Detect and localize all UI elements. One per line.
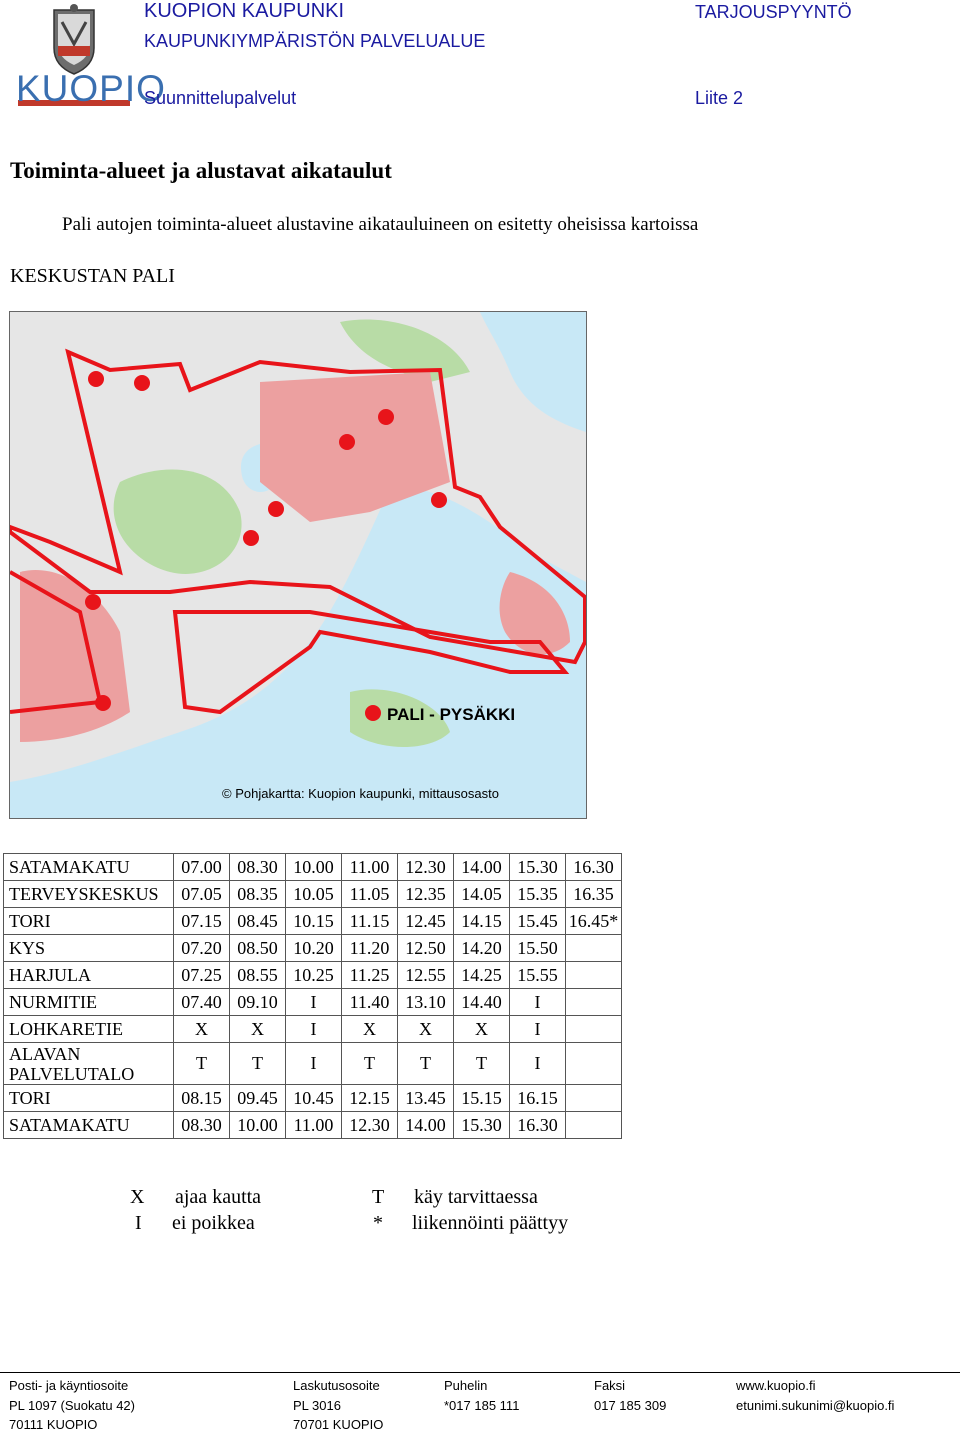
departure-time: X <box>398 1016 454 1043</box>
departure-time <box>566 1016 622 1043</box>
timetable-row <box>4 935 622 962</box>
departure-time: 12.35 <box>398 881 454 908</box>
legend-text-x: ajaa kautta <box>175 1186 262 1208</box>
timetable-row <box>4 962 622 989</box>
map-stop-marker <box>95 695 111 711</box>
stop-name: NURMITIE <box>4 989 174 1016</box>
legend-stop-marker <box>365 705 381 721</box>
departure-time: T <box>230 1043 286 1085</box>
departure-time: 10.05 <box>286 881 342 908</box>
footer-billing-postal: 70701 KUOPIO <box>293 1417 384 1432</box>
departure-time: 07.25 <box>174 962 230 989</box>
departure-time: 12.15 <box>342 1085 398 1112</box>
departure-time: 15.55 <box>510 962 566 989</box>
departure-time: 14.00 <box>398 1112 454 1139</box>
header-city: KUOPION KAUPUNKI <box>144 0 345 22</box>
departure-time: 10.20 <box>286 935 342 962</box>
departure-time: 16.30 <box>510 1112 566 1139</box>
departure-time <box>566 935 622 962</box>
departure-time: 14.40 <box>454 989 510 1016</box>
departure-time: 07.15 <box>174 908 230 935</box>
legend-stop-label: PALI - PYSÄKKI <box>387 705 516 724</box>
departure-time: I <box>286 989 342 1016</box>
departure-time: I <box>510 1043 566 1085</box>
footer-address-postal: 70111 KUOPIO <box>9 1417 98 1432</box>
departure-time <box>566 989 622 1016</box>
departure-time: 11.40 <box>342 989 398 1016</box>
stop-name: SATAMAKATU <box>4 854 174 881</box>
area-title: KESKUSTAN PALI <box>10 265 175 287</box>
departure-time: 15.30 <box>454 1112 510 1139</box>
departure-time: T <box>342 1043 398 1085</box>
departure-time: 14.20 <box>454 935 510 962</box>
departure-time: 08.30 <box>230 854 286 881</box>
departure-time <box>566 1043 622 1085</box>
legend-text-t: käy tarvittaessa <box>414 1186 538 1208</box>
departure-time: 16.15 <box>510 1085 566 1112</box>
legend-symbol-i: I <box>135 1212 142 1234</box>
timetable-row <box>4 881 622 908</box>
legend-symbol-star: * <box>373 1212 383 1234</box>
departure-time: I <box>510 989 566 1016</box>
departure-time: 07.05 <box>174 881 230 908</box>
departure-time: 13.45 <box>398 1085 454 1112</box>
departure-time: 12.50 <box>398 935 454 962</box>
departure-time: 10.00 <box>286 854 342 881</box>
legend-text-star: liikennöinti päättyy <box>412 1212 569 1234</box>
departure-time: 15.30 <box>510 854 566 881</box>
departure-time: T <box>174 1043 230 1085</box>
departure-time <box>566 1085 622 1112</box>
timetable-row <box>4 989 622 1016</box>
departure-time: 12.30 <box>342 1112 398 1139</box>
stop-name <box>4 1043 174 1085</box>
departure-time: 11.15 <box>342 908 398 935</box>
footer-label-fax: Faksi <box>594 1378 626 1393</box>
departure-time: 15.50 <box>510 935 566 962</box>
kuopio-logo <box>14 2 166 114</box>
page-title: Toiminta-alueet ja alustavat aikataulut <box>10 158 392 183</box>
footer-divider <box>0 1372 960 1373</box>
header-attachment: Liite 2 <box>695 88 744 108</box>
timetable-row <box>4 1112 622 1139</box>
departure-time: 07.20 <box>174 935 230 962</box>
departure-time: 08.45 <box>230 908 286 935</box>
departure-time: 11.05 <box>342 881 398 908</box>
stop-name-line1: ALAVAN <box>9 1043 81 1064</box>
departure-time: 14.25 <box>454 962 510 989</box>
legend-symbol-t: T <box>372 1186 385 1208</box>
service-area-map <box>9 311 587 819</box>
map-stop-marker <box>339 434 355 450</box>
departure-time: 07.40 <box>174 989 230 1016</box>
stop-name: TORI <box>4 908 174 935</box>
timetable <box>3 853 622 1139</box>
departure-time: I <box>510 1016 566 1043</box>
map-stop-marker <box>243 530 259 546</box>
intro-text: Pali autojen toiminta-alueet alustavine aikatauluineen on esitetty oheisissa kartoissa <box>62 214 699 235</box>
departure-time: 08.30 <box>174 1112 230 1139</box>
departure-time: 08.35 <box>230 881 286 908</box>
departure-time: 14.15 <box>454 908 510 935</box>
timetable-row <box>4 854 622 881</box>
footer-billing: PL 3016 <box>293 1398 341 1413</box>
map-stop-marker <box>268 501 284 517</box>
stop-name-line2: PALVELUTALO <box>9 1063 135 1084</box>
departure-time: X <box>454 1016 510 1043</box>
departure-time: 16.35 <box>566 881 622 908</box>
departure-time: I <box>286 1016 342 1043</box>
departure-time: 15.45 <box>510 908 566 935</box>
departure-time: 15.35 <box>510 881 566 908</box>
timetable-row <box>4 1085 622 1112</box>
footer-address: PL 1097 (Suokatu 42) <box>9 1398 135 1413</box>
departure-time: 10.25 <box>286 962 342 989</box>
departure-time: I <box>286 1043 342 1085</box>
departure-time: 10.00 <box>230 1112 286 1139</box>
departure-time: 10.45 <box>286 1085 342 1112</box>
stop-name: HARJULA <box>4 962 174 989</box>
departure-time: 14.00 <box>454 854 510 881</box>
map-stop-marker <box>88 371 104 387</box>
departure-time: 12.55 <box>398 962 454 989</box>
map-copyright: © Pohjakartta: Kuopion kaupunki, mittausosasto <box>222 786 499 801</box>
footer-label-phone: Puhelin <box>444 1378 488 1393</box>
departure-time: X <box>174 1016 230 1043</box>
footer-email: etunimi.sukunimi@kuopio.fi <box>736 1398 895 1413</box>
departure-time: X <box>342 1016 398 1043</box>
timetable-row <box>4 1016 622 1043</box>
footer-website: www.kuopio.fi <box>736 1378 816 1393</box>
map-graphic <box>10 312 586 818</box>
map-stop-marker <box>85 594 101 610</box>
departure-time <box>566 1112 622 1139</box>
departure-time: 09.10 <box>230 989 286 1016</box>
legend-text-i: ei poikkea <box>172 1212 255 1234</box>
departure-time: X <box>230 1016 286 1043</box>
header-department: KAUPUNKIYMPÄRISTÖN PALVELUALUE <box>144 31 486 51</box>
timetable-row <box>4 1043 622 1085</box>
footer-fax: 017 185 309 <box>594 1398 667 1413</box>
departure-time: 08.50 <box>230 935 286 962</box>
header-doc-type: TARJOUSPYYNTÖ <box>695 2 852 22</box>
departure-time: 10.15 <box>286 908 342 935</box>
departure-time: 11.00 <box>286 1112 342 1139</box>
stop-name: LOHKARETIE <box>4 1016 174 1043</box>
footer-phone: *017 185 111 <box>444 1398 520 1413</box>
departure-time: 16.30 <box>566 854 622 881</box>
stop-name: TORI <box>4 1085 174 1112</box>
departure-time: 09.45 <box>230 1085 286 1112</box>
departure-time: 11.00 <box>342 854 398 881</box>
map-stop-marker <box>134 375 150 391</box>
departure-time: T <box>398 1043 454 1085</box>
departure-time: 16.45* <box>566 908 622 935</box>
legend-symbol-x: X <box>130 1186 145 1208</box>
departure-time: 15.15 <box>454 1085 510 1112</box>
departure-time: 14.05 <box>454 881 510 908</box>
departure-time: 11.20 <box>342 935 398 962</box>
footer-label-address: Posti- ja käyntiosoite <box>9 1378 129 1393</box>
departure-time: 12.45 <box>398 908 454 935</box>
departure-time: 13.10 <box>398 989 454 1016</box>
stop-name: KYS <box>4 935 174 962</box>
stop-name: SATAMAKATU <box>4 1112 174 1139</box>
departure-time: 11.25 <box>342 962 398 989</box>
map-stop-marker <box>431 492 447 508</box>
departure-time: 12.30 <box>398 854 454 881</box>
departure-time: 07.00 <box>174 854 230 881</box>
map-stop-marker <box>378 409 394 425</box>
header-unit: Suunnittelupalvelut <box>144 88 297 108</box>
departure-time: T <box>454 1043 510 1085</box>
timetable-row <box>4 908 622 935</box>
departure-time: 08.55 <box>230 962 286 989</box>
footer-label-billing: Laskutusosoite <box>293 1378 380 1393</box>
departure-time <box>566 962 622 989</box>
logo-wordmark: KUOPIO <box>16 68 166 109</box>
departure-time: 08.15 <box>174 1085 230 1112</box>
stop-name: TERVEYSKESKUS <box>4 881 174 908</box>
